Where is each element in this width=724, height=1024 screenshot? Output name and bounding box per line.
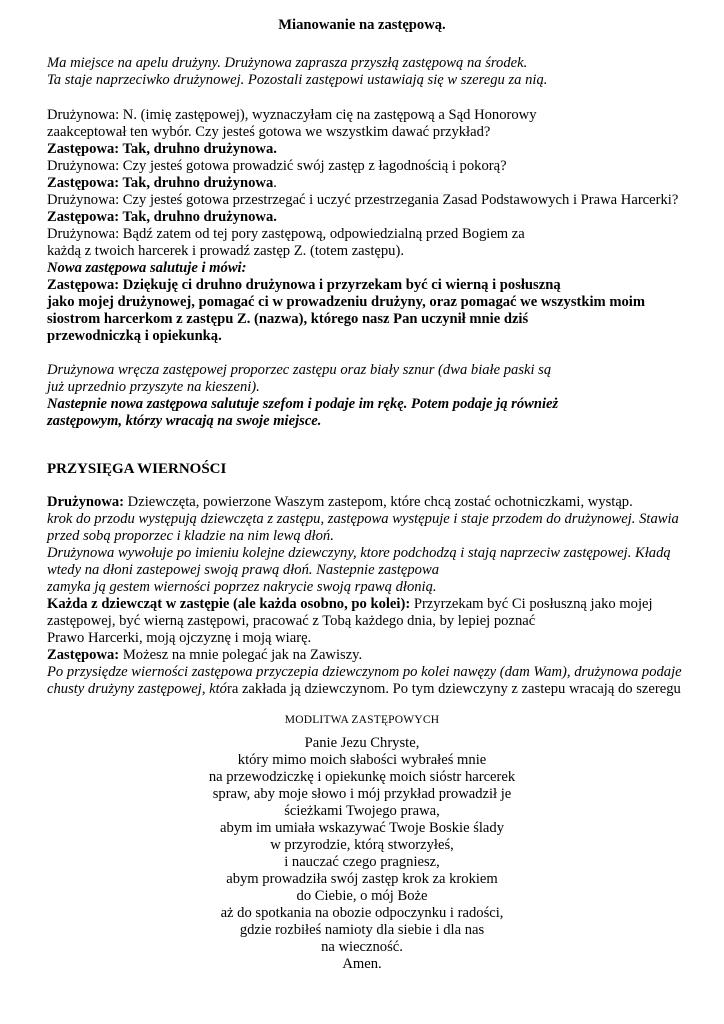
prayer-line: spraw, aby moje słowo i mój przykład prowadził je xyxy=(212,786,512,802)
dialogue-line: Drużynowa: N. (imię zastępowej), wyznaczyłam cię na zastępową a Sąd Honorowy xyxy=(47,107,537,123)
fidelity-line xyxy=(47,681,681,698)
fidelity-line xyxy=(47,647,362,664)
section-heading: PRZYSIĘGA WIERNOŚCI xyxy=(47,461,227,477)
fidelity-line: Po przysiędze wierności zastępowa przyczepia dziewczynom po kolei nawęzy (dam Wam), drużynowa podaje xyxy=(47,664,682,680)
dialogue-line: Drużynowa: Bądź zatem od tej pory zastępową, odpowiedzialną przed Bogiem za xyxy=(47,226,525,242)
fidelity-line: Prawo Harcerki, moją ojczyznę i moją wiarę. xyxy=(47,630,312,646)
speaker-label: Każda z dziewcząt w zastępie (ale każda osobno, po kolei): xyxy=(47,596,411,612)
speaker-label: Drużynowa: xyxy=(47,494,125,510)
dialogue-bold: Zastępowa: Tak, druhno drużynowa xyxy=(47,175,274,191)
oath-line: Zastępowa: Dziękuję ci druhno drużynowa i przyrzekam być ci wierną i posłuszną xyxy=(47,277,561,293)
normal-part: ra zakłada ją dziewczynom. Po tym dziewczyny z zastepu wracają do szeregu xyxy=(226,681,681,697)
intro-line: Ta staje naprzeciwko drużynowej. Pozostali zastępowi ustawiają się w szeregu za nią. xyxy=(47,72,548,88)
salute-line: Nowa zastępowa salutuje i mówi: xyxy=(47,260,247,276)
fidelity-line: zamyka ją gestem wierności poprzez nakrycie swoją rpawą dłonią. xyxy=(47,579,437,595)
pennant-line: zastępowym, którzy wracają na swoje miejsce. xyxy=(47,413,322,429)
oath-line: jako mojej drużynowej, pomagać ci w prowadzeniu drużyny, oraz pomagać we wszystkim moim xyxy=(47,294,646,310)
prayer-line: abym prowadziła swój zastęp krok za krokiem xyxy=(226,871,498,887)
dialogue-line: Zastępowa: Tak, druhno drużynowa. xyxy=(47,209,277,225)
prayer-line: na wieczność. xyxy=(321,939,403,955)
speaker-label: Zastępowa: xyxy=(47,647,120,663)
fidelity-line: zastępowej, być wierną zastępowi, pracować z Tobą każdego dnia, by lepiej poznać xyxy=(47,613,536,629)
fidelity-line: Drużynowa wywołuje po imieniu kolejne dziewczyny, ktore podchodzą i stają naprzeciw zastępowej. Kładą xyxy=(47,545,671,561)
speech-text: Dziewczęta, powierzone Waszym zastepom, które chcą zostać ochotniczkami, wystąp. xyxy=(124,494,633,510)
fidelity-line: krok do przodu występują dziewczęta z zastępu, zastępowa występuje i staje przodem do drużynowej. Stawia xyxy=(47,511,679,527)
prayer-line: i nauczać czego pragniesz, xyxy=(284,854,440,870)
prayer-line: Panie Jezu Chryste, xyxy=(304,735,420,751)
dialogue-line: Drużynowa: Czy jesteś gotowa przestrzegać i uczyć przestrzegania Zasad Podstawowych i Prawa Harcerki? xyxy=(47,192,679,208)
prayer-line: Amen. xyxy=(342,956,382,972)
prayer-line: do Ciebie, o mój Boże xyxy=(296,888,428,904)
prayer-title: MODLITWA ZASTĘPOWYCH xyxy=(284,714,440,726)
intro-line: Ma miejsce na apelu drużyny. Drużynowa zaprasza przyszłą zastępową na środek. xyxy=(47,55,528,71)
dialogue-line: zaakceptował ten wybór. Czy jesteś gotowa we wszystkim dawać przykład? xyxy=(47,124,491,140)
fidelity-line xyxy=(47,494,633,511)
dialogue-line xyxy=(47,175,277,192)
prayer-line: gdzie rozbiłeś namioty dla siebie i dla nas xyxy=(239,922,485,938)
dialogue-end: . xyxy=(273,175,277,191)
prayer-line: aż do spotkania na obozie odpoczynku i radości, xyxy=(220,905,504,921)
pennant-line: Nastepnie nowa zastępowa salutuje szefom i podaje im rękę. Potem podaje ją również xyxy=(47,396,559,412)
fidelity-line xyxy=(47,596,653,613)
dialogue-line: każdą z twoich harcerek i prowadź zastęp Z. (totem zastępu). xyxy=(47,243,404,259)
prayer-line: ścieżkami Twojego prawa, xyxy=(284,803,440,819)
oath-line: przewodniczką i opiekunką. xyxy=(47,328,222,344)
pennant-line: już uprzednio przyszyte na kieszeni). xyxy=(47,379,260,395)
italic-part: chusty drużyny zastępowej, któ xyxy=(47,681,227,697)
fidelity-line: wtedy na dłoni zastepowej swoją prawą dłoń. Nastepnie zastępowa xyxy=(47,562,440,578)
speech-text: Przyrzekam być Ci posłuszną jako mojej xyxy=(410,596,653,612)
page-title: Mianowanie na zastępową. xyxy=(278,17,446,33)
prayer-line: na przewodziczkę i opiekunkę moich sióstr harcerek xyxy=(208,769,516,785)
oath-line: siostrom harcerkom z zastępu Z. (nazwa), którego nasz Pan uczynił mnie dziś xyxy=(47,311,529,327)
prayer-line: który mimo moich słabości wybrałeś mnie xyxy=(237,752,487,768)
fidelity-line: przed sobą proporzec i kladzie na nim lewą dłoń. xyxy=(47,528,334,544)
speech-text: Możesz na mnie polegać jak na Zawiszy. xyxy=(119,647,363,663)
prayer-line: abym im umiała wskazywać Twoje Boskie ślady xyxy=(219,820,505,836)
pennant-line: Drużynowa wręcza zastępowej proporzec zastępu oraz biały sznur (dwa białe paski są xyxy=(47,362,552,378)
prayer-line: w przyrodzie, którą stworzyłeś, xyxy=(270,837,454,853)
dialogue-line: Drużynowa: Czy jesteś gotowa prowadzić swój zastęp z łagodnością i pokorą? xyxy=(47,158,507,174)
dialogue-line: Zastępowa: Tak, druhno drużynowa. xyxy=(47,141,277,157)
